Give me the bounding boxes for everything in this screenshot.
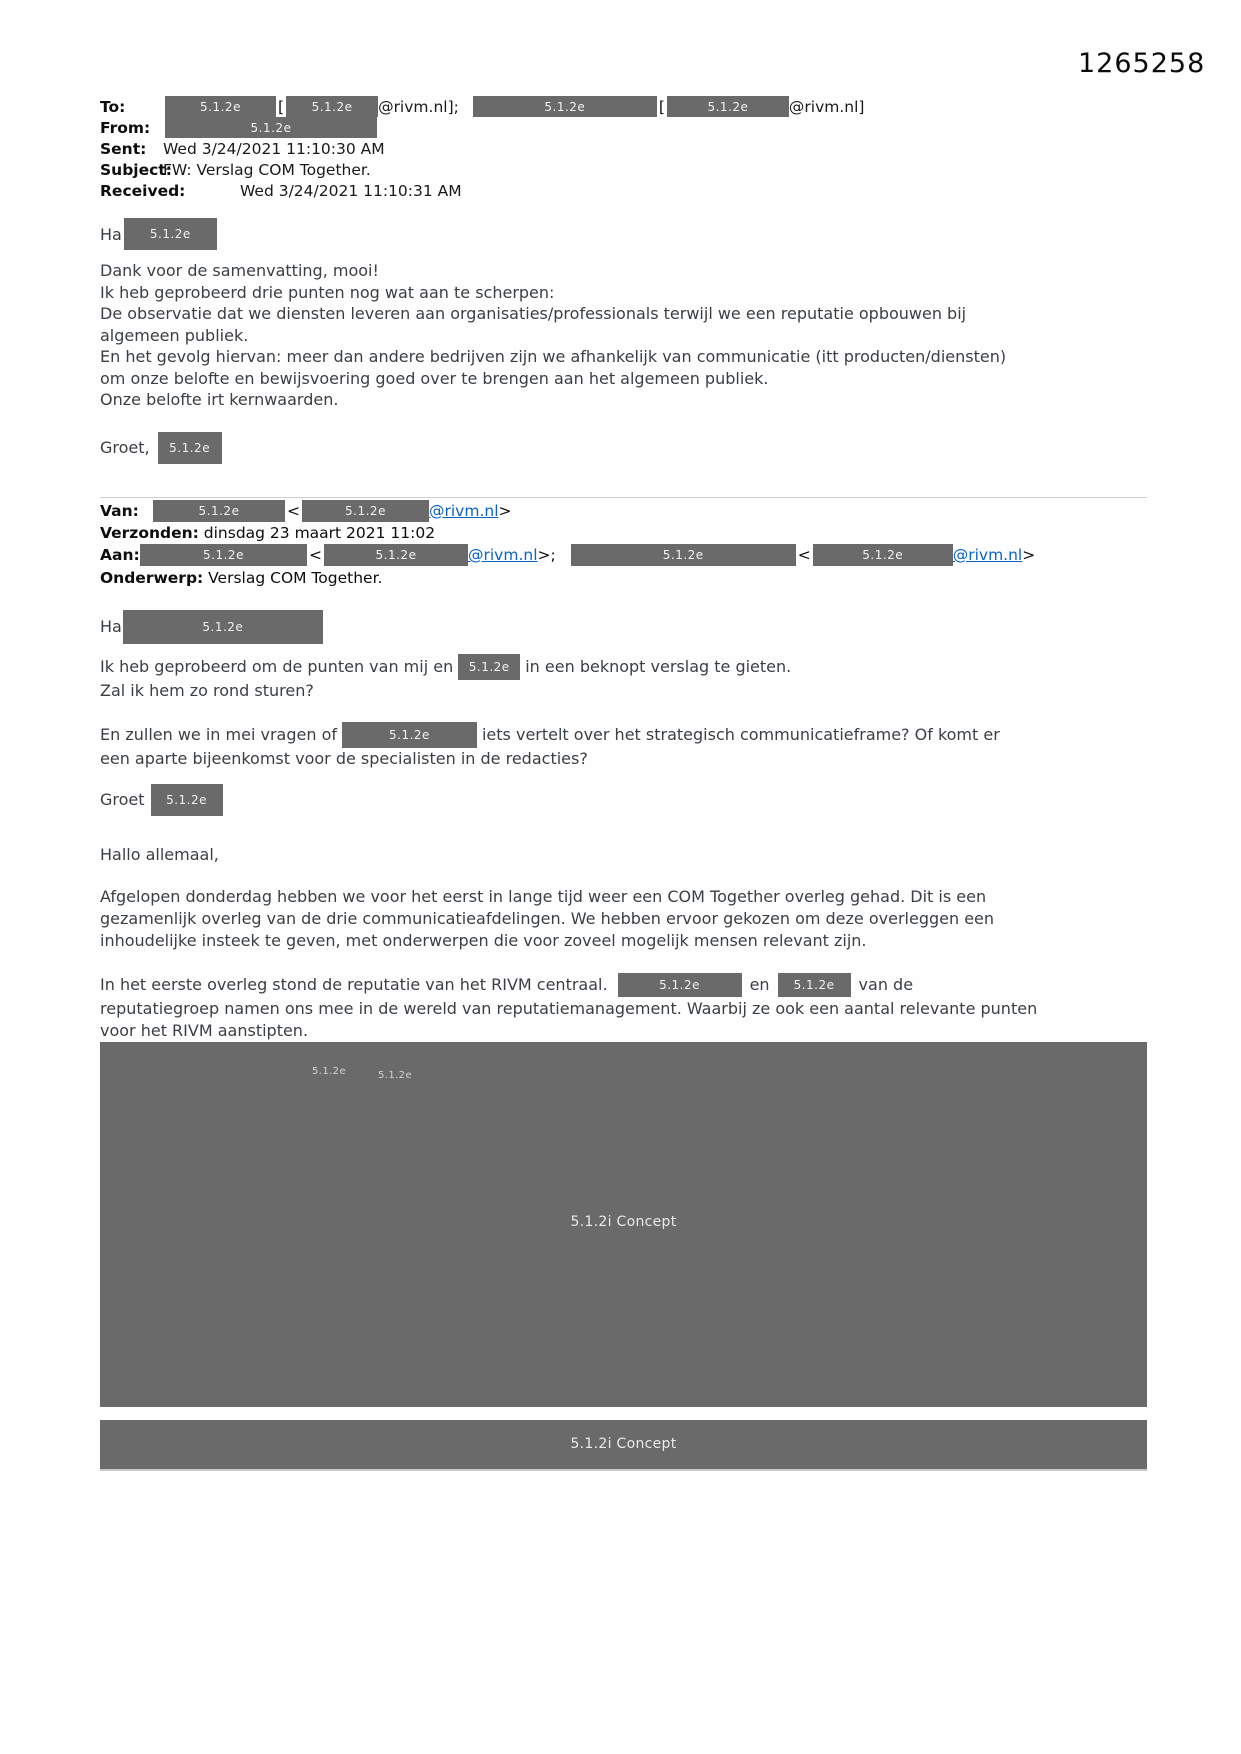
subject-label: Subject: bbox=[100, 160, 172, 179]
redaction-label: 5.1.2e bbox=[378, 1069, 412, 1081]
header-row-received bbox=[100, 180, 1147, 201]
body-line: En het gevolg hiervan: meer dan andere bedrijven zijn we afhankelijk van communicatie (itt producten/diensten) bbox=[100, 347, 1007, 366]
header-row-to bbox=[100, 96, 1147, 117]
concept-redaction-label: 5.1.2i Concept bbox=[570, 1436, 677, 1452]
to-domain-1: @rivm.nl]; bbox=[378, 97, 459, 116]
redaction-box: 5.1.2e bbox=[151, 784, 223, 816]
body-line: inhoudelijke insteek te geven, met onderwerpen die voor zoveel mogelijk mensen relevant zijn. bbox=[100, 930, 867, 950]
sent-value: Wed 3/24/2021 11:10:30 AM bbox=[163, 139, 385, 158]
redaction-box: 5.1.2e bbox=[571, 544, 796, 566]
bracket: [ bbox=[278, 97, 285, 116]
header-row-sent bbox=[100, 138, 1147, 159]
body-text: van de bbox=[858, 975, 914, 994]
body-text: En zullen we in mei vragen of bbox=[100, 725, 337, 744]
redaction-box: 5.1.2e bbox=[667, 96, 789, 117]
redaction-box: 5.1.2e bbox=[153, 500, 285, 522]
body-text: Ik heb geprobeerd om de punten van mij en bbox=[100, 657, 454, 676]
quoted-row-aan bbox=[100, 544, 1147, 567]
redaction-box: 5.1.2e bbox=[165, 117, 377, 138]
body-text: iets vertelt over het strategisch communicatieframe? Of komt er bbox=[481, 725, 1000, 744]
body-line: De observatie dat we diensten leveren aan organisaties/professionals terwijl we een reputatie opbouwen bij bbox=[100, 304, 967, 323]
header-row-from bbox=[100, 117, 1147, 138]
body-line: Zal ik hem zo rond sturen? bbox=[100, 680, 314, 700]
angle-bracket: < bbox=[287, 501, 300, 520]
signoff-text: Groet, bbox=[100, 438, 150, 457]
body-line: Afgelopen donderdag hebben we voor het eerst in lange tijd weer een COM Together overleg gehad. Dit is een bbox=[100, 886, 987, 906]
greeting-text: Hallo allemaal, bbox=[100, 844, 219, 864]
angle-bracket: < bbox=[309, 546, 322, 564]
to-domain-2: @rivm.nl] bbox=[788, 97, 865, 116]
concept-redaction-label: 5.1.2i Concept bbox=[570, 1213, 677, 1230]
redaction-box: 5.1.2e bbox=[123, 610, 323, 644]
angle-bracket: > bbox=[498, 501, 512, 520]
redacted-image-block bbox=[100, 1042, 1147, 1407]
email-link[interactable]: @rivm.nl bbox=[952, 546, 1023, 564]
quoted-email-divider bbox=[100, 497, 1147, 498]
received-value: Wed 3/24/2021 11:10:31 AM bbox=[240, 181, 462, 200]
body-line: algemeen publiek. bbox=[100, 325, 249, 345]
body-line: Ik heb geprobeerd drie punten nog wat aan te scherpen: bbox=[100, 282, 555, 302]
redaction-box: 5.1.2e bbox=[778, 973, 851, 997]
onderwerp-value: Verslag COM Together. bbox=[203, 568, 383, 587]
email-link[interactable]: @rivm.nl bbox=[429, 501, 499, 520]
header-row-subject bbox=[100, 159, 1147, 180]
redaction-box: 5.1.2e bbox=[286, 96, 378, 117]
to-label: To: bbox=[100, 97, 126, 116]
body-line: een aparte bijeenkomst voor de specialisten in de redacties? bbox=[100, 748, 588, 768]
body-line bbox=[100, 722, 1147, 748]
body-line bbox=[100, 972, 1147, 998]
email-content-column bbox=[100, 96, 1147, 1471]
onderwerp-label: Onderwerp: bbox=[100, 568, 204, 587]
page-number: 1265258 bbox=[1078, 48, 1206, 79]
sent-label: Sent: bbox=[100, 139, 147, 158]
angle-bracket: < bbox=[797, 546, 811, 564]
signoff-text: Groet bbox=[100, 790, 145, 809]
body-line: Onze belofte irt kernwaarden. bbox=[100, 390, 339, 409]
body-text: en bbox=[749, 975, 770, 994]
received-label: Received: bbox=[100, 181, 186, 200]
redaction-box: 5.1.2e bbox=[140, 544, 307, 566]
redaction-box: 5.1.2e bbox=[342, 722, 477, 748]
quoted-row-van bbox=[100, 500, 1147, 522]
body-text: in een beknopt verslag te gieten. bbox=[525, 657, 792, 676]
redaction-box: 5.1.2e bbox=[324, 544, 468, 566]
body-line: om onze belofte en bewijsvoering goed over te brengen aan het algemeen publiek. bbox=[100, 368, 769, 388]
redaction-box: 5.1.2e bbox=[458, 654, 520, 680]
redaction-box: 5.1.2e bbox=[302, 500, 429, 522]
quoted-row-onderwerp bbox=[100, 567, 1147, 589]
email3-para1 bbox=[100, 886, 1147, 952]
greeting-row bbox=[100, 610, 1147, 644]
body-line: reputatiegroep namen ons mee in de wereld van reputatiemanagement. Waarbij ze ook een aantal relevante punten bbox=[100, 998, 1038, 1018]
signoff-row bbox=[100, 432, 1147, 464]
greeting-text: Ha bbox=[100, 224, 122, 244]
redaction-box: 5.1.2e bbox=[813, 544, 953, 566]
quoted-row-verzonden bbox=[100, 522, 1147, 544]
verzonden-label: Verzonden: bbox=[100, 523, 199, 542]
angle-bracket: >; bbox=[537, 546, 556, 564]
redaction-box: 5.1.2e bbox=[158, 432, 222, 464]
angle-bracket: > bbox=[1022, 546, 1036, 564]
email-link[interactable]: @rivm.nl bbox=[468, 546, 538, 564]
signoff-row bbox=[100, 784, 1147, 816]
redaction-box: 5.1.2e bbox=[618, 973, 742, 997]
body-line: voor het RIVM aanstipten. bbox=[100, 1020, 309, 1040]
body-line bbox=[100, 654, 1147, 680]
body-line: gezamenlijk overleg van de drie communicatieafdelingen. We hebben ervoor gekozen om deze overleggen een bbox=[100, 908, 995, 928]
redaction-label: 5.1.2e bbox=[312, 1065, 346, 1077]
greeting-text: Ha bbox=[100, 617, 122, 636]
van-label: Van: bbox=[100, 501, 139, 520]
redacted-bar-block bbox=[100, 1420, 1147, 1471]
aan-label: Aan: bbox=[100, 546, 140, 564]
body-line: Dank voor de samenvatting, mooi! bbox=[100, 261, 379, 280]
greeting-row bbox=[100, 218, 1147, 250]
verzonden-value: dinsdag 23 maart 2021 11:02 bbox=[198, 523, 436, 542]
redaction-box: 5.1.2e bbox=[473, 96, 657, 117]
body-text: In het eerste overleg stond de reputatie van het RIVM centraal. bbox=[100, 975, 608, 994]
bracket: [ bbox=[658, 97, 665, 116]
redaction-box: 5.1.2e bbox=[165, 96, 276, 117]
email1-body bbox=[100, 260, 1147, 411]
subject-value: FW: Verslag COM Together. bbox=[163, 160, 371, 179]
from-label: From: bbox=[100, 118, 151, 137]
redaction-box: 5.1.2e bbox=[124, 218, 217, 250]
